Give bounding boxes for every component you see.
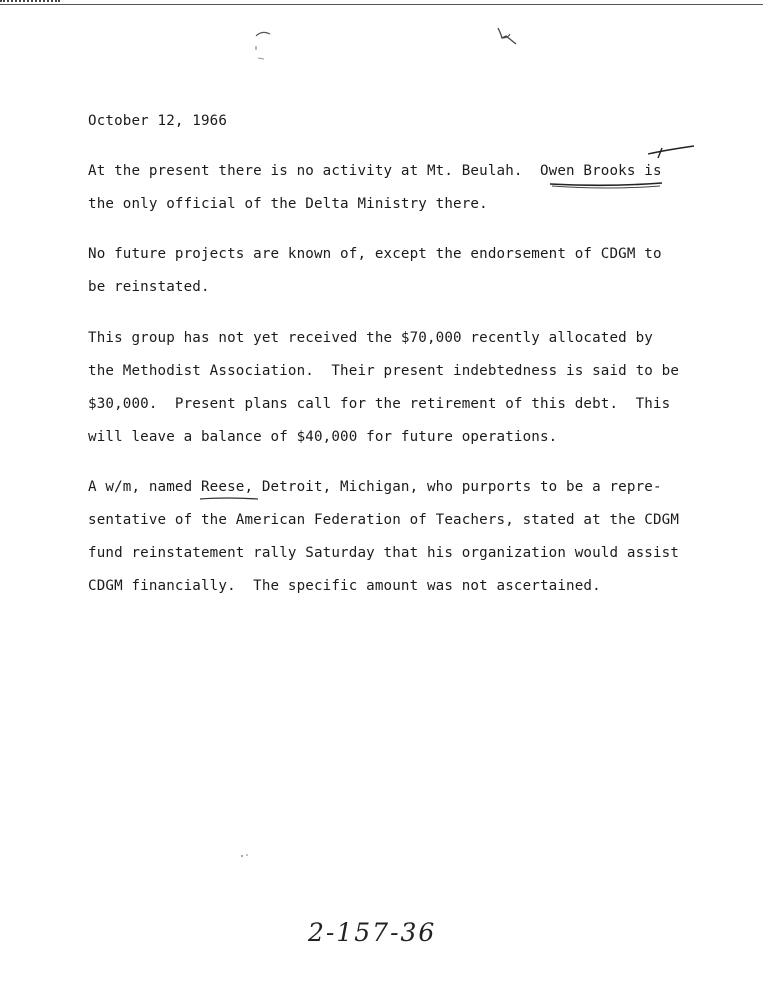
- handwritten-underline-reese: [196, 494, 266, 504]
- scan-mark-left: [250, 28, 274, 64]
- stray-mark: [238, 850, 252, 864]
- document-date: October 12, 1966: [88, 113, 228, 129]
- paragraph-4-line-3: fund reinstatement rally Saturday that his organization would assist: [88, 545, 680, 561]
- paragraph-1-line-2: the only official of the Delta Ministry there.: [88, 196, 488, 212]
- paragraph-4-line-4: CDGM financially. The specific amount was not ascertained.: [88, 578, 601, 594]
- paragraph-3-line-3: $30,000. Present plans call for the retirement of this debt. This: [88, 396, 671, 412]
- handwritten-file-number: 2-157-36: [308, 918, 437, 947]
- paragraph-1-line-1: At the present there is no activity at Mt. Beulah. Owen Brooks is: [88, 163, 662, 179]
- paragraph-3-line-4: will leave a balance of $40,000 for future operations.: [88, 429, 558, 445]
- scan-mark-right: [492, 24, 526, 50]
- paragraph-4-line-1: A w/m, named Reese, Detroit, Michigan, who purports to be a repre-: [88, 479, 662, 495]
- paragraph-3-line-1: This group has not yet received the $70,000 recently allocated by: [88, 330, 653, 346]
- handwritten-underline-owen-brooks: [548, 140, 698, 200]
- paragraph-2-line-2: be reinstated.: [88, 279, 210, 295]
- paragraph-2-line-1: No future projects are known of, except the endorsement of CDGM to: [88, 246, 662, 262]
- top-edge-perforation: [0, 0, 60, 4]
- paragraph-4-line-2: sentative of the American Federation of Teachers, stated at the CDGM: [88, 512, 680, 528]
- paragraph-3-line-2: the Methodist Association. Their present indebtedness is said to be: [88, 363, 680, 379]
- top-edge-rule: [0, 4, 763, 5]
